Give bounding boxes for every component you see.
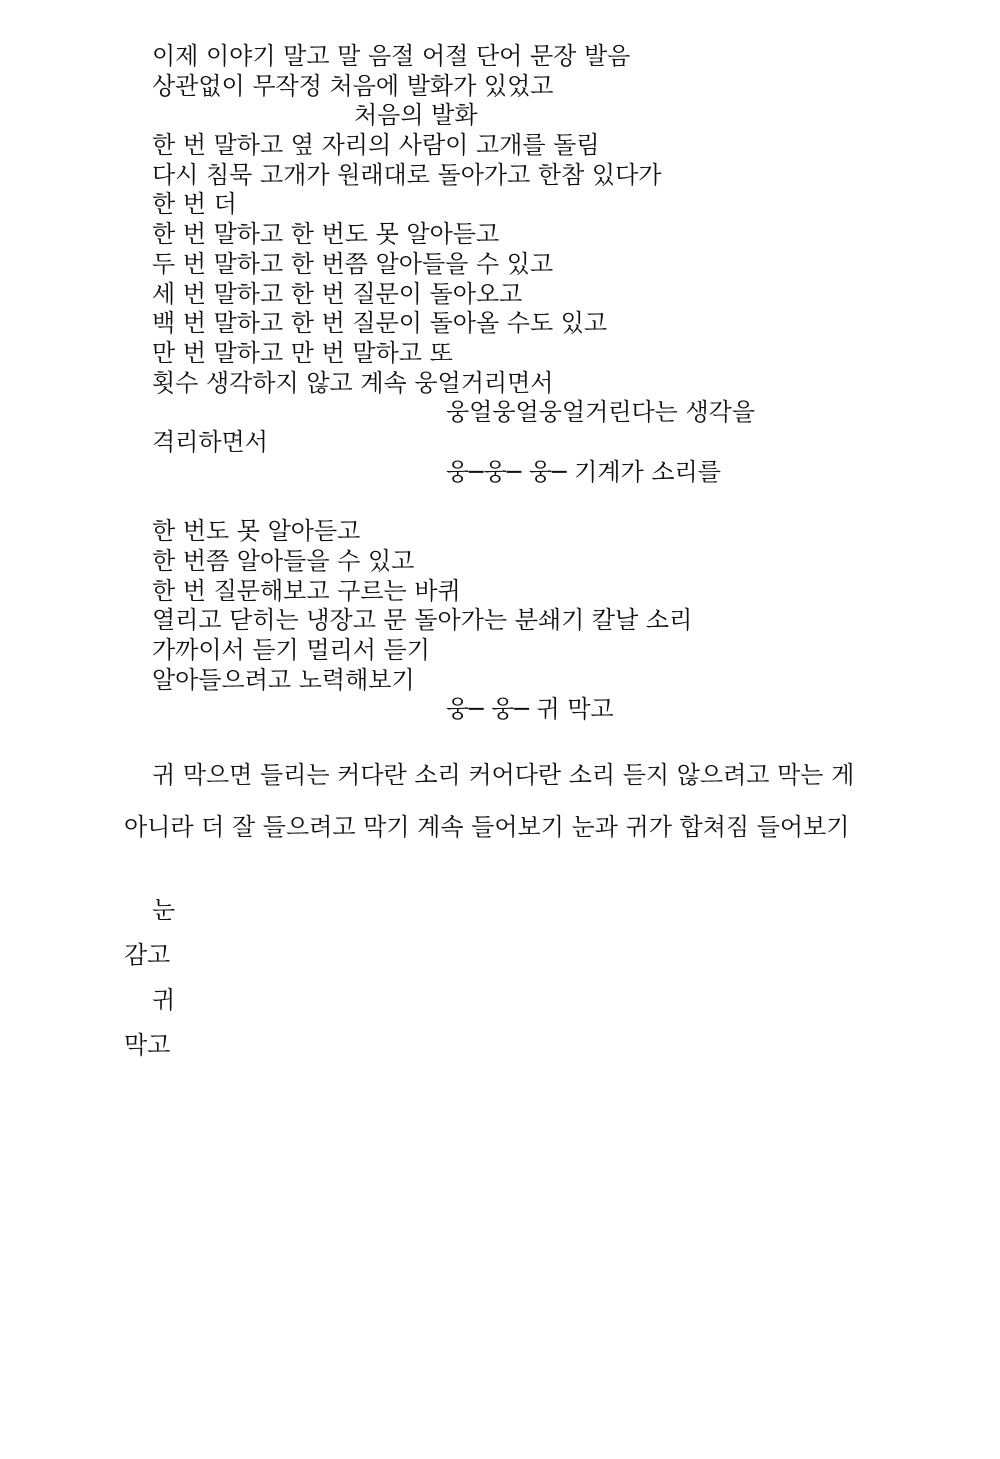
poem-line: 한 번 더: [152, 190, 237, 219]
closing-lines: [124, 888, 424, 1068]
poem-line: 처음의 발화: [354, 101, 478, 130]
closing-line: 막고: [124, 1031, 171, 1059]
poem-line: 열리고 닫히는 냉장고 문 돌아가는 분쇄기 칼날 소리: [152, 606, 693, 635]
poem-line: 상관없이 무작정 처음에 발화가 있었고: [152, 71, 554, 100]
poem-line: 횟수 생각하지 않고 계속 웅얼거리면서: [152, 368, 554, 397]
poem-line: 한 번 말하고 옆 자리의 사람이 고개를 돌림: [152, 131, 600, 160]
poem-line: 웅얼웅얼웅얼거린다는 생각을: [446, 398, 756, 427]
prose-line: 귀 막으면 들리는 커다란 소리 커어다란 소리 듣지 않으려고 막는 게: [152, 761, 855, 789]
closing-line: 귀: [152, 986, 176, 1014]
poem-line: 만 번 말하고 만 번 말하고 또: [152, 338, 453, 367]
poem-line: 웅─ 웅─ 귀 막고: [446, 695, 614, 724]
prose-line: 아니라 더 잘 들으려고 막기 계속 들어보기 눈과 귀가 합쳐짐 들어보기: [124, 813, 850, 841]
poem-line: 한 번 질문해보고 구르는 바퀴: [152, 576, 461, 605]
poem-line: 한 번도 못 알아듣고: [152, 517, 361, 546]
poem-line: 알아들으려고 노력해보기: [152, 665, 415, 694]
poem-line: 세 번 말하고 한 번 질문이 돌아오고: [152, 279, 523, 308]
poem-block: [152, 42, 952, 725]
poem-line: 다시 침묵 고개가 원래대로 돌아가고 한참 있다가: [152, 160, 662, 189]
poem-line: 가까이서 듣기 멀리서 듣기: [152, 636, 430, 665]
closing-line: 감고: [124, 941, 171, 969]
poem-line: 백 번 말하고 한 번 질문이 돌아올 수도 있고: [152, 309, 608, 338]
poem-line: 격리하면서: [152, 427, 268, 456]
poem-line: 한 번 말하고 한 번도 못 알아듣고: [152, 220, 500, 249]
prose-paragraph: [124, 760, 924, 842]
poem-line: 한 번쯤 알아들을 수 있고: [152, 547, 415, 575]
poem-line: 웅─웅─ 웅─ 기계가 소리를: [446, 457, 721, 486]
closing-line: 눈: [152, 896, 176, 924]
poem-line: 이제 이야기 말고 말 음절 어절 단어 문장 발음: [152, 42, 631, 70]
poem-line: 두 번 말하고 한 번쯤 알아들을 수 있고: [152, 249, 554, 278]
